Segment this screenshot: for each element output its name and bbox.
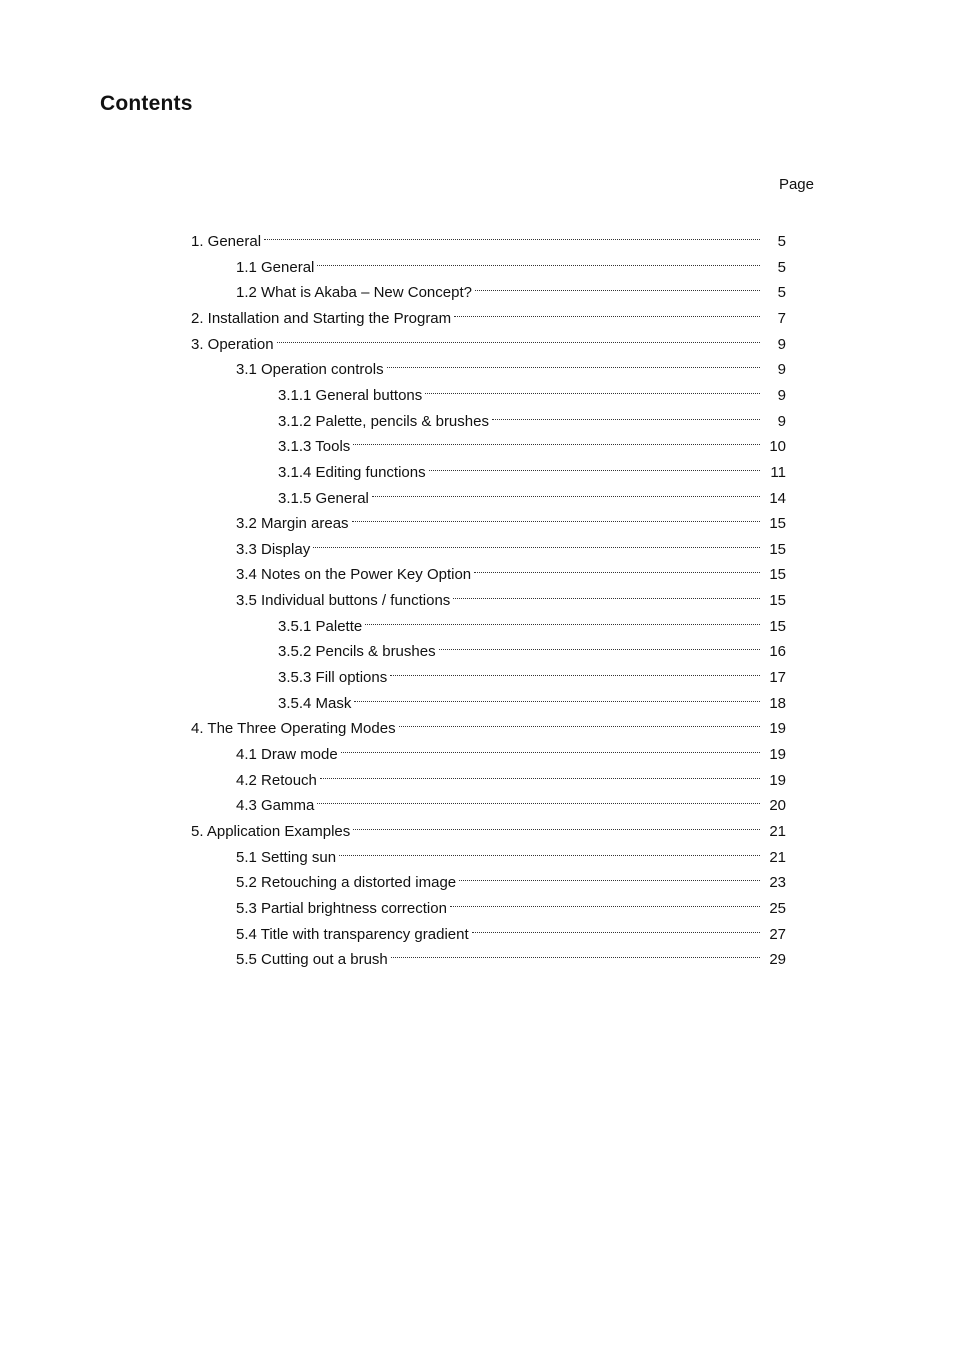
toc-entry-page-number: 19 (769, 720, 786, 738)
toc-entry[interactable] (236, 840, 786, 866)
toc-entry[interactable] (236, 352, 786, 379)
toc-dot-leader (450, 891, 760, 913)
toc-entry-label: 5.5 Cutting out a brush (236, 951, 388, 969)
toc-entry-page-number: 19 (769, 771, 786, 789)
toc-entry-label: 3.5.4 Mask (278, 694, 352, 712)
toc-dot-leader (317, 250, 760, 272)
toc-entry[interactable] (236, 942, 786, 969)
toc-dot-leader (365, 609, 760, 631)
toc-entry-page-number: 21 (769, 822, 786, 840)
toc-entry-label: 4. The Three Operating Modes (191, 720, 396, 738)
toc-dot-leader (425, 378, 760, 400)
toc-entry[interactable] (278, 378, 786, 404)
toc-entry-label: 2. Installation and Starting the Program (191, 309, 452, 327)
toc-dot-leader (475, 275, 760, 297)
toc-entry-label: 3.1.5 General (278, 489, 369, 507)
toc-entry[interactable] (236, 891, 786, 917)
toc-entry[interactable] (278, 634, 786, 661)
toc-entry-label: 3.4 Notes on the Power Key Option (236, 566, 472, 584)
toc-entry-page-number: 15 (769, 515, 786, 533)
toc-dot-leader (492, 404, 760, 426)
toc-dot-leader (354, 686, 760, 708)
toc-entry[interactable] (191, 814, 786, 840)
toc-entry[interactable] (236, 583, 786, 610)
toc-entry-label: 1.2 What is Akaba – New Concept? (236, 284, 472, 302)
toc-entry[interactable] (236, 275, 786, 302)
toc-dot-leader (391, 942, 760, 964)
toc-entry-page-number: 19 (769, 746, 786, 763)
toc-dot-leader (439, 634, 760, 656)
toc-dot-leader (390, 660, 760, 682)
toc-entry-label: 5.1 Setting sun (236, 848, 337, 866)
toc-entry-page-number: 29 (769, 951, 786, 969)
toc-dot-leader (313, 532, 760, 554)
toc-dot-leader (474, 557, 760, 579)
toc-entry-page-number: 15 (769, 592, 786, 610)
toc-entry-label: 3.1.3 Tools (278, 438, 351, 456)
toc-entry[interactable] (191, 711, 786, 738)
toc-entry-page-number: 18 (769, 694, 786, 712)
page-title: Contents (100, 92, 193, 115)
toc-dot-leader (341, 737, 760, 759)
toc-entry[interactable] (278, 660, 786, 687)
toc-entry-label: 4.2 Retouch (236, 771, 317, 789)
toc-dot-leader (429, 455, 760, 477)
toc-entry-page-number: 14 (769, 489, 786, 507)
toc-dot-leader (372, 481, 760, 503)
toc-entry[interactable] (278, 455, 786, 481)
toc-entry-page-number: 9 (777, 335, 786, 353)
toc-dot-leader (339, 840, 760, 862)
toc-entry-label: 3.2 Margin areas (236, 515, 349, 533)
toc-entry-page-number: 25 (769, 899, 786, 917)
toc-entry-page-number: 5 (777, 284, 786, 302)
toc-entry-label: 3. Operation (191, 335, 274, 353)
toc-dot-leader (320, 763, 760, 785)
toc-entry[interactable] (191, 224, 786, 250)
page-column-header: Page (778, 176, 814, 193)
toc-entry[interactable] (236, 788, 786, 815)
toc-dot-leader (453, 583, 760, 605)
toc-entry-page-number: 7 (777, 309, 786, 327)
toc-entry-label: 5.2 Retouching a distorted image (236, 874, 457, 892)
toc-dot-leader (264, 224, 760, 246)
toc-entry-page-number: 10 (769, 438, 786, 456)
toc-dot-leader (387, 352, 760, 374)
toc-entry-page-number: 9 (777, 412, 786, 430)
toc-entry-label: 1. General (191, 233, 262, 250)
toc-entry-label: 4.3 Gamma (236, 797, 315, 815)
toc-entry[interactable] (278, 609, 786, 635)
toc-entry[interactable] (236, 737, 786, 763)
toc-entry-label: 3.5 Individual buttons / functions (236, 592, 451, 610)
toc-dot-leader (277, 327, 760, 349)
toc-entry-label: 3.3 Display (236, 540, 311, 558)
toc-dot-leader (353, 814, 760, 836)
toc-dot-leader (472, 917, 760, 939)
toc-entry[interactable] (191, 327, 786, 353)
toc-entry-page-number: 27 (769, 925, 786, 943)
toc-entry-page-number: 16 (769, 643, 786, 661)
toc-entry[interactable] (191, 301, 786, 327)
toc-entry-label: 3.5.2 Pencils & brushes (278, 643, 436, 661)
toc-entry-page-number: 9 (777, 361, 786, 379)
toc-entry-label: 3.1 Operation controls (236, 361, 384, 379)
toc-entry-label: 4.1 Draw mode (236, 746, 338, 763)
toc-entry-page-number: 15 (769, 617, 786, 635)
toc-entry-label: 3.1.1 General buttons (278, 386, 423, 404)
toc-entry[interactable] (236, 506, 786, 533)
toc-entry[interactable] (236, 250, 786, 276)
toc-dot-leader (459, 865, 760, 887)
toc-entry-label: 1.1 General (236, 258, 315, 276)
toc-dot-leader (353, 429, 760, 451)
toc-entry[interactable] (236, 532, 786, 558)
toc-entry-page-number: 5 (777, 233, 786, 250)
toc-entry-page-number: 21 (769, 848, 786, 866)
toc-entry-page-number: 9 (777, 386, 786, 404)
toc-entry-page-number: 17 (769, 669, 786, 687)
toc-entry-page-number: 5 (777, 258, 786, 276)
toc-entry[interactable] (236, 865, 786, 892)
toc-dot-leader (317, 788, 760, 810)
toc-entry[interactable] (278, 686, 786, 712)
toc-entry-page-number: 20 (769, 797, 786, 815)
toc-entry[interactable] (278, 404, 786, 430)
toc-entry-label: 5.3 Partial brightness correction (236, 899, 447, 917)
toc-entry-label: 5.4 Title with transparency gradient (236, 925, 469, 943)
toc-dot-leader (399, 711, 760, 733)
toc-entry-label: 3.1.2 Palette, pencils & brushes (278, 412, 489, 430)
toc-entry-label: 5. Application Examples (191, 822, 351, 840)
toc-entry-page-number: 15 (769, 540, 786, 558)
toc-entry-label: 3.5.1 Palette (278, 617, 363, 635)
toc-entry-label: 3.1.4 Editing functions (278, 463, 426, 481)
toc-entry[interactable] (236, 763, 786, 789)
toc-entry-page-number: 15 (769, 566, 786, 584)
toc-entry[interactable] (278, 481, 786, 507)
toc-entry[interactable] (236, 557, 786, 584)
toc-entry[interactable] (236, 917, 786, 943)
toc-entry-label: 3.5.3 Fill options (278, 669, 388, 687)
toc-entry[interactable] (278, 429, 786, 456)
toc-dot-leader (454, 301, 760, 323)
toc-dot-leader (352, 506, 760, 528)
toc-entry-page-number: 11 (770, 463, 786, 481)
toc-entry-page-number: 23 (769, 874, 786, 892)
